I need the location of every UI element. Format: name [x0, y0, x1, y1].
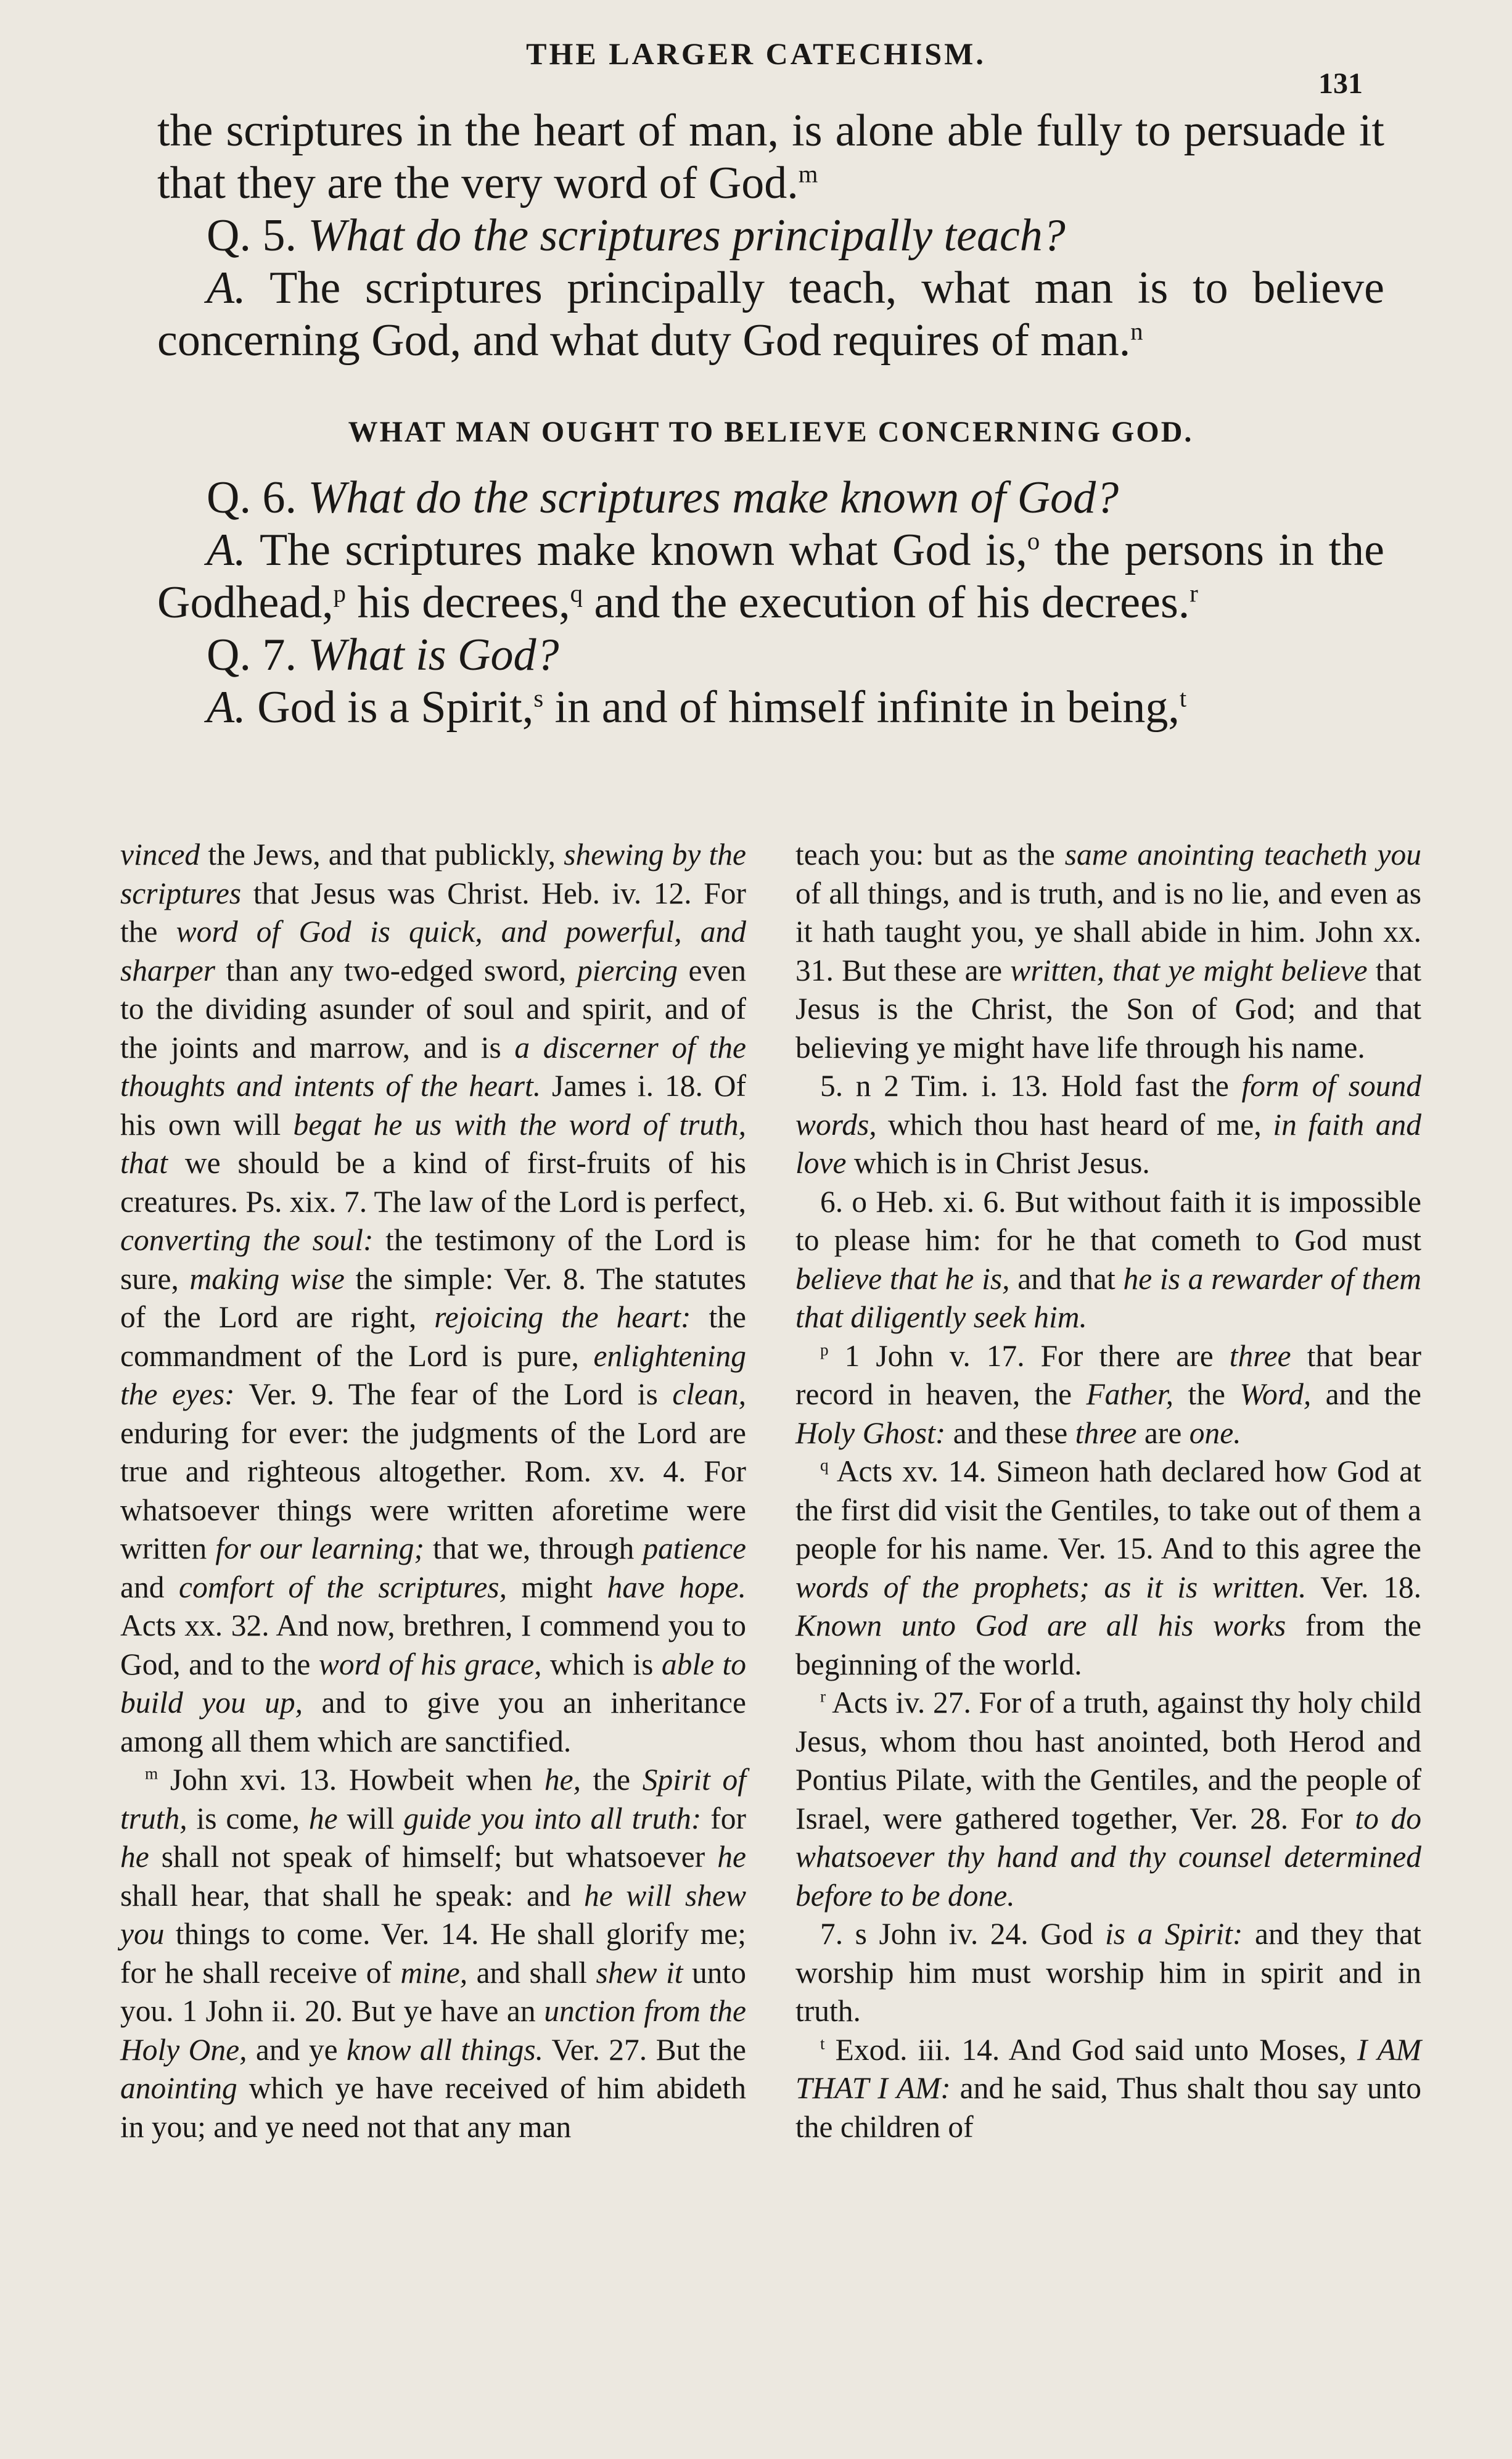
text-run: John iv. 24. God [866, 1917, 1106, 1951]
italic-run: word of his grace, [318, 1647, 542, 1681]
italic-run: words of the prophets; as it is written. [795, 1570, 1307, 1604]
italic-run: shewing by the scriptures [120, 838, 746, 910]
footnote-ref: s [533, 684, 544, 712]
italic-run: written, that ye might believe [1010, 953, 1368, 987]
text-run: is come, [187, 1801, 309, 1835]
italic-run: a discerner of the thoughts and intents of the heart. [120, 1030, 746, 1103]
italic-run: rejoicing the heart: [434, 1300, 691, 1334]
italic-run: he [120, 1840, 149, 1874]
italic-run: he, [544, 1763, 581, 1797]
italic-run: clean, [672, 1377, 746, 1411]
question-5: Q. 5. What do the scriptures principally teach? [207, 210, 1066, 261]
footnote-ref: n [1130, 317, 1143, 345]
footnote-ref: t [1179, 684, 1187, 712]
footnote-mark: t [820, 2034, 825, 2053]
answer-5: A. The scriptures principally teach, what man is to believe concerning God, and what duty God requires of man.$^n$ [157, 263, 1384, 366]
text-run: Ver. 27. But the [543, 2032, 746, 2067]
continuation-paragraph: the scriptures in the heart of man, is alone able fully to persuade it that they are the very word of God.$^m$ [157, 105, 1384, 208]
footnote-paragraph [795, 1183, 1421, 1337]
footnote-column-right [795, 836, 1421, 2146]
question-7: Q. 7. What is God? [207, 630, 559, 680]
text-run: even to the dividing asunder of soul and spirit, and of the joints and marrow, and is [120, 953, 746, 1065]
italic-run: making wise [189, 1261, 345, 1296]
italic-run: know all things. [346, 2032, 543, 2067]
italic-run: mine, [400, 1955, 468, 1990]
italic-run: is a Spirit: [1105, 1917, 1243, 1951]
italic-run: guide you into all truth: [403, 1801, 702, 1835]
italic-run: shew it [596, 1955, 683, 1990]
text-run: are [1136, 1415, 1189, 1450]
footnote-paragraph [795, 836, 1421, 1067]
text-run: the [580, 1763, 643, 1797]
footnote-ref: o [1027, 527, 1040, 555]
italic-run: believe that he is, [795, 1261, 1010, 1296]
question-6: Q. 6. What do the scriptures make known of God? [207, 472, 1119, 523]
running-head: THE LARGER CATECHISM. [526, 36, 986, 71]
italic-run: to do whatsoever thy hand and thy counsel determined before to be done. [795, 1801, 1421, 1913]
italic-run: enlightening the eyes: [120, 1338, 746, 1411]
footnote-mark: 6. o [820, 1184, 868, 1219]
italic-run: word of God is quick, and powerful, [176, 915, 682, 949]
text-run: James i. 18. Of his own will [120, 1069, 746, 1142]
text-run: and to give you an inheritance among all them which are sanctified. [120, 1686, 746, 1758]
text-run: things to come. Ver. 14. He shall glorify me; for he shall receive of [120, 1917, 746, 1990]
text-run: shall hear, that shall he speak: and [120, 1878, 584, 1913]
italic-run: begat he us with the word of truth, that [120, 1107, 746, 1180]
text-run: the Jews, and that publickly, [200, 838, 564, 871]
italic-run: in faith and love [795, 1107, 1422, 1180]
text-run: that bear record in heaven, the [795, 1338, 1421, 1411]
italic-run: one. [1189, 1415, 1241, 1450]
text-run: the simple: Ver. 8. The statutes of the Lord are right, [120, 1261, 746, 1334]
italic-run: he is a rewarder of them that diligently seek him. [795, 1261, 1421, 1334]
text-run: might [506, 1570, 607, 1604]
text-run: Acts iv. 27. For of a truth, against thy holy child Jesus, whom thou hast anointed, both Herod and Pontius Pilate, with the Gentiles, and the people of Israel, were gathered together, Ver. 28. For [795, 1686, 1421, 1835]
italic-run: three [1229, 1338, 1291, 1373]
footnote-paragraph [120, 836, 746, 1761]
footnote-mark: 5. n [820, 1069, 871, 1103]
footnote-mark: q [820, 1456, 829, 1475]
text-run: Ver. 9. The fear of the Lord is [234, 1377, 673, 1411]
footnote-ref: p [333, 579, 346, 608]
text-run: will [337, 1801, 404, 1835]
text-run: the commandment of the Lord is pure, [120, 1300, 746, 1373]
footnote-ref: r [1189, 579, 1198, 608]
text-run: of all things, and is truth, and is no lie, and even as it hath taught you, ye shall abide in him. John xx. 31. But these are [795, 876, 1421, 987]
text-run: the testimony of the Lord is sure, [120, 1223, 746, 1296]
italic-run: able to build you up, [120, 1647, 746, 1720]
text-run: for [701, 1801, 746, 1835]
italic-run: Spirit of truth, [120, 1763, 746, 1835]
footnote-paragraph [795, 1337, 1421, 1453]
italic-run: unction from the Holy One, [120, 1994, 746, 2067]
italic-run: have hope. [607, 1570, 746, 1604]
italic-run: and sharper [120, 915, 746, 987]
text-run: and they that worship him must worship him in spirit and in truth. [795, 1917, 1422, 2028]
text-run: and that [1009, 1261, 1124, 1296]
italic-run: I AM THAT I AM: [795, 2032, 1422, 2105]
italic-run: piercing [577, 953, 678, 987]
footnote-mark: r [820, 1687, 826, 1706]
text-run: 2 Tim. i. 13. Hold fast the [871, 1069, 1242, 1103]
footnote-paragraph [120, 1761, 746, 2146]
italic-run: patience [643, 1531, 746, 1565]
footnote-mark: 7. s [820, 1917, 867, 1951]
footnote-mark: m [145, 1764, 158, 1783]
text-run: that we, through [424, 1531, 643, 1565]
italic-run: comfort of the scriptures, [178, 1570, 507, 1604]
italic-run: he [717, 1840, 746, 1874]
text-run: teach you: but as the [795, 838, 1065, 871]
italic-run: he will shew you [120, 1878, 746, 1951]
footnote-paragraph [795, 1067, 1421, 1183]
text-run: unto you. 1 John ii. 20. But ye have an [120, 1955, 746, 2028]
text-run: the [1173, 1377, 1240, 1411]
footnote-paragraph [795, 1915, 1421, 2031]
answer-6: A. The scriptures make known what God is,$^o$ the persons in the Godhead,$^p$ his decrees,$^q$ and the execution of his decrees.$^r$ [157, 525, 1384, 628]
text-run: and he said, Thus shalt thou say unto the children of [795, 2071, 1422, 2144]
text-run: which is in Christ Jesus. [846, 1146, 1150, 1180]
text-run: and shall [467, 1955, 596, 1990]
footnotes [120, 836, 1421, 2146]
answer-7: A. God is a Spirit,$^s$ in and of himself infinite in being,$^t$ [207, 682, 1187, 733]
text-run: enduring for ever: the judgments of the Lord are true and righteous altogether. Rom. xv. 4. For whatsoever things were written aforetime were written [120, 1415, 746, 1565]
main-text [157, 105, 1384, 734]
text-run: Ver. 18. [1306, 1570, 1421, 1604]
text-run: 1 John v. 17. For there are [828, 1338, 1230, 1373]
italic-run: converting the soul: [120, 1223, 374, 1257]
footnote-mark: p [820, 1340, 829, 1359]
footnote-ref: m [798, 160, 818, 188]
text-run: than any two-edged sword, [215, 953, 577, 987]
text-run: we should be a kind of first-fruits of his creatures. Ps. xix. 7. The law of the Lord is perfect, [120, 1146, 746, 1219]
footnote-paragraph [795, 2031, 1421, 2147]
text-run: that Jesus was Christ. Heb. iv. 12. For the [120, 876, 746, 949]
text-run: from the beginning of the world. [795, 1608, 1421, 1681]
italic-run: Known unto God are all his works [795, 1608, 1286, 1642]
italic-run: vinced [120, 838, 200, 871]
footnote-paragraph [795, 1452, 1421, 1684]
text-run: and the [1311, 1377, 1421, 1411]
section-heading: WHAT MAN OUGHT TO BELIEVE CONCERNING GOD. [348, 416, 1194, 448]
text-run: and these [945, 1415, 1075, 1450]
text-run: shall not speak of himself; but whatsoever [149, 1840, 718, 1874]
text-run: which is [541, 1647, 662, 1681]
italic-run: form of sound words, [795, 1069, 1422, 1142]
footnote-paragraph [795, 1684, 1421, 1915]
text-run: and [120, 1570, 179, 1604]
italic-run: Word, [1239, 1377, 1312, 1411]
italic-run: anointing [120, 2071, 237, 2105]
text-run: Acts xx. 32. And now, brethren, I commend you to God, and to the [120, 1608, 746, 1681]
text-run: Acts xv. 14. Simeon hath declared how God at the first did visit the Gentiles, to take out of them a people for his name. Ver. 15. And to this agree the [795, 1454, 1421, 1565]
text-run: and ye [247, 2032, 347, 2067]
page-number: 131 [1318, 67, 1363, 100]
text-run: Exod. iii. 14. And God said unto Moses, [824, 2032, 1357, 2067]
footnote-column-left [120, 836, 746, 2146]
text-run: which ye have received of him abideth in you; and ye need not that any man [120, 2071, 746, 2144]
italic-run: same anointing teacheth you [1064, 838, 1421, 871]
italic-run: Holy Ghost: [795, 1415, 946, 1450]
text-run: that Jesus is the Christ, the Son of God; and that believing ye might have life through his name. [795, 953, 1421, 1065]
footnote-ref: q [570, 579, 583, 608]
italic-run: Father, [1086, 1377, 1174, 1411]
italic-run: for our learning; [215, 1531, 424, 1565]
italic-run: he [308, 1801, 338, 1835]
text-run [682, 915, 701, 949]
text-run: John xvi. 13. Howbeit when [158, 1763, 544, 1797]
italic-run: three [1075, 1415, 1137, 1450]
text-run: Heb. xi. 6. But without faith it is impossible to please him: for he that cometh to God must [795, 1184, 1422, 1257]
text-run: which thou hast heard of me, [876, 1107, 1273, 1142]
